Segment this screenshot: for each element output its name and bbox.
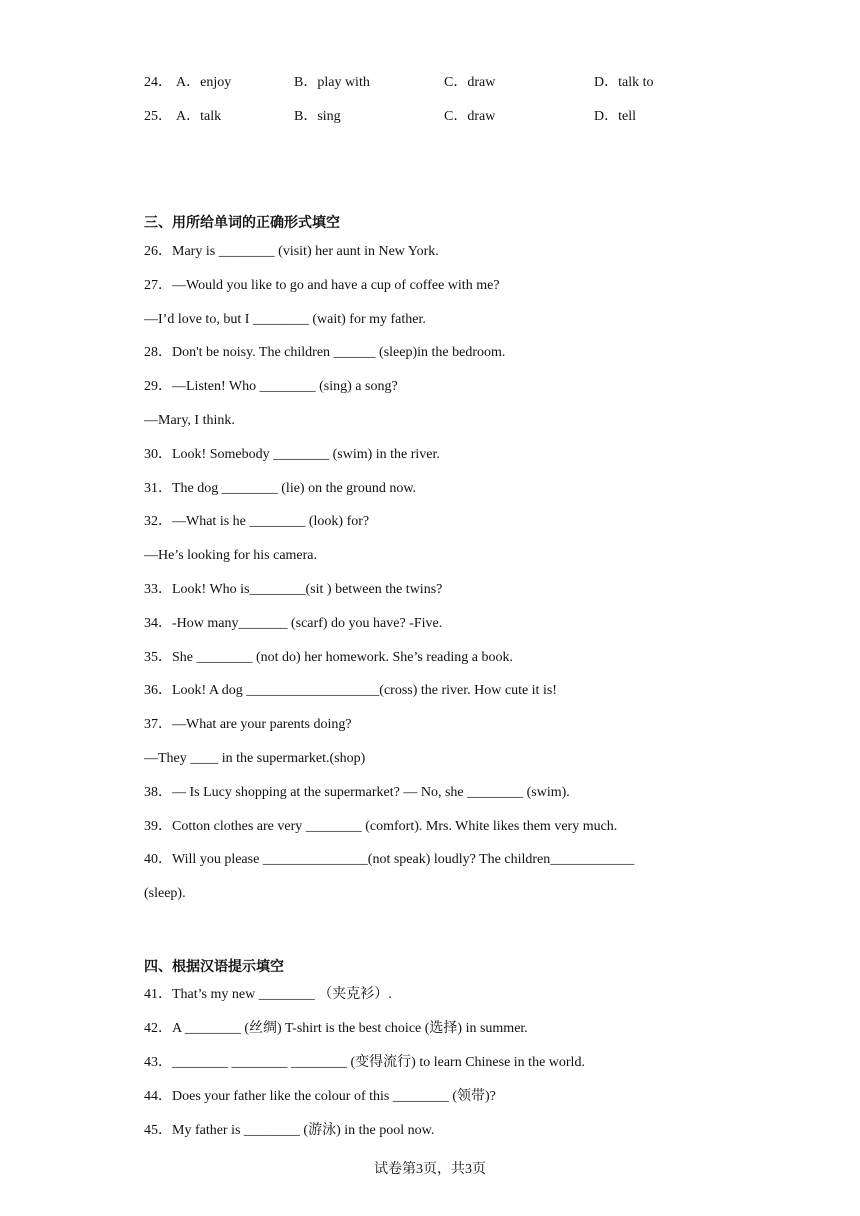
option-a: A．enjoy — [176, 75, 232, 90]
question-line: 41．That’s my new ________ （夹克衫）. — [144, 987, 392, 1002]
option-d: D．talk to — [594, 75, 654, 90]
question-line: 37．—What are your parents doing? — [144, 717, 352, 732]
option-c: C．draw — [444, 75, 496, 90]
option-d: D．tell — [594, 109, 636, 124]
question-line: 44．Does your father like the colour of this ________ (领带)? — [144, 1089, 496, 1104]
question-line: 27．—Would you like to go and have a cup of coffee with me? — [144, 278, 500, 293]
question-line: 43．________ ________ ________ (变得流行) to learn Chinese in the world. — [144, 1055, 585, 1070]
question-line: —I’d love to, but I ________ (wait) for my father. — [144, 312, 426, 327]
option-c: C．draw — [444, 109, 496, 124]
question-line: 33．Look! Who is________(sit ) between the twins? — [144, 582, 443, 597]
question-line: 30．Look! Somebody ________ (swim) in the river. — [144, 447, 440, 462]
question-line: 32．—What is he ________ (look) for? — [144, 514, 370, 529]
question-number: 25． — [144, 109, 172, 124]
question-line: 40．Will you please _______________(not speak) loudly? The children____________ — [144, 852, 635, 867]
question-line: 26．Mary is ________ (visit) her aunt in New York. — [144, 244, 439, 259]
question-line: —He’s looking for his camera. — [144, 548, 318, 563]
question-line: 38．— Is Lucy shopping at the supermarket? — No, she ________ (swim). — [144, 785, 570, 800]
question-line: —They ____ in the supermarket.(shop) — [144, 751, 366, 766]
question-line: 36．Look! A dog ___________________(cross) the river. How cute it is! — [144, 683, 557, 698]
question-line: 45．My father is ________ (游泳) in the pool now. — [144, 1123, 435, 1138]
question-line: 34．-How many_______ (scarf) do you have? -Five. — [144, 616, 443, 631]
question-line: 39．Cotton clothes are very ________ (comfort). Mrs. White likes them very much. — [144, 819, 618, 834]
question-line: 42．A ________ (丝绸) T-shirt is the best choice (选择) in summer. — [144, 1021, 528, 1036]
question-line: (sleep). — [144, 886, 186, 901]
section-4-title: 四、根据汉语提示填空 — [144, 959, 284, 975]
question-line: 29．—Listen! Who ________ (sing) a song? — [144, 379, 398, 394]
option-b: B．play with — [294, 75, 370, 90]
option-b: B．sing — [294, 109, 341, 124]
question-line: 31．The dog ________ (lie) on the ground now. — [144, 481, 417, 496]
question-line: 28．Don't be noisy. The children ______ (sleep)in the bedroom. — [144, 345, 506, 360]
question-line: 35．She ________ (not do) her homework. She’s reading a book. — [144, 650, 513, 665]
question-line: —Mary, I think. — [144, 413, 235, 428]
option-a: A．talk — [176, 109, 222, 124]
section-3-title: 三、用所给单词的正确形式填空 — [144, 215, 340, 231]
question-number: 24． — [144, 75, 172, 90]
page-footer: 试卷第3页，共3页 — [374, 1162, 486, 1177]
